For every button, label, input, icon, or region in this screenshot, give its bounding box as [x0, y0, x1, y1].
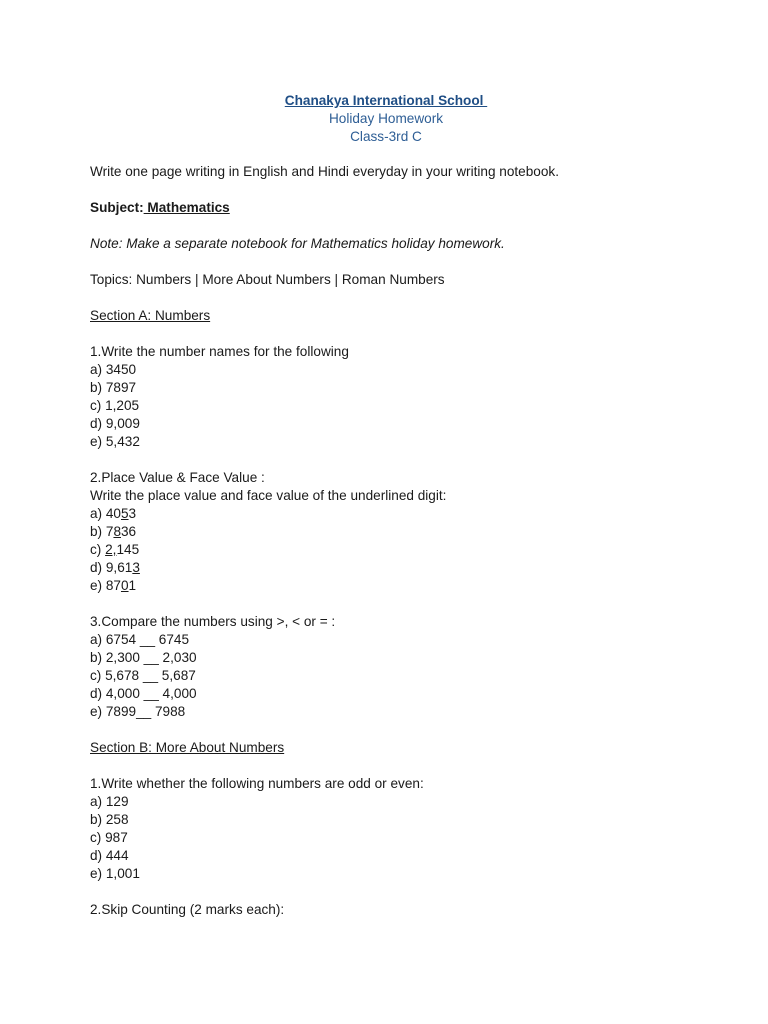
list-item: b) 2,300 __ 2,030 [90, 650, 197, 665]
list-item: b) 7897 [90, 380, 137, 395]
list-item: e) 7899__ 7988 [90, 704, 186, 719]
section-a-q2-title: 2.Place Value & Face Value : [90, 470, 265, 485]
subject-line [90, 199, 730, 217]
underlined-digit: 5 [120, 506, 129, 521]
list-item: a) 4053 [90, 506, 137, 521]
note-text: Note: Make a separate notebook for Mathematics holiday homework. [90, 236, 505, 251]
section-a-heading: Section A: Numbers [90, 308, 211, 323]
underlined-digit: 0 [120, 578, 129, 593]
section-a-q2-instruction: Write the place value and face value of the underlined digit: [90, 488, 447, 503]
document-body [90, 163, 730, 919]
list-item: c) 987 [90, 830, 128, 845]
list-item: e) 5,432 [90, 434, 140, 449]
list-item: a) 3450 [90, 362, 137, 377]
list-item: c) 2,145 [90, 542, 140, 557]
list-item: b) 258 [90, 812, 129, 827]
list-item: d) 9,613 [90, 560, 140, 575]
section-b-heading: Section B: More About Numbers [90, 740, 285, 755]
document-header [0, 92, 768, 146]
school-name: Chanakya International School [284, 93, 488, 108]
underlined-digit: 2, [105, 542, 117, 557]
section-a-q3-title: 3.Compare the numbers using >, < or = : [90, 614, 336, 629]
subject-label: Subject: [90, 200, 144, 215]
list-item: d) 9,009 [90, 416, 140, 431]
list-item: e) 8701 [90, 578, 137, 593]
list-item: d) 444 [90, 848, 129, 863]
list-item: d) 4,000 __ 4,000 [90, 686, 197, 701]
list-item: b) 7836 [90, 524, 137, 539]
list-item: e) 1,001 [90, 866, 140, 881]
list-item: a) 129 [90, 794, 129, 809]
list-item: c) 5,678 __ 5,687 [90, 668, 196, 683]
homework-title: Holiday Homework [328, 111, 444, 126]
topics-text: Topics: Numbers | More About Numbers | Roman Numbers [90, 272, 445, 287]
subject-value: Mathematics [143, 200, 230, 215]
intro-text: Write one page writing in English and Hindi everyday in your writing notebook. [90, 164, 559, 179]
section-a-q1-title: 1.Write the number names for the following [90, 344, 349, 359]
list-item: c) 1,205 [90, 398, 140, 413]
class-label: Class-3rd C [350, 129, 422, 144]
list-item: a) 6754 __ 6745 [90, 632, 190, 647]
underlined-digit: 8 [113, 524, 121, 539]
section-b-q2-title: 2.Skip Counting (2 marks each): [90, 902, 285, 917]
section-b-q1-title: 1.Write whether the following numbers are odd or even: [90, 776, 424, 791]
underlined-digit: 3 [132, 560, 140, 575]
